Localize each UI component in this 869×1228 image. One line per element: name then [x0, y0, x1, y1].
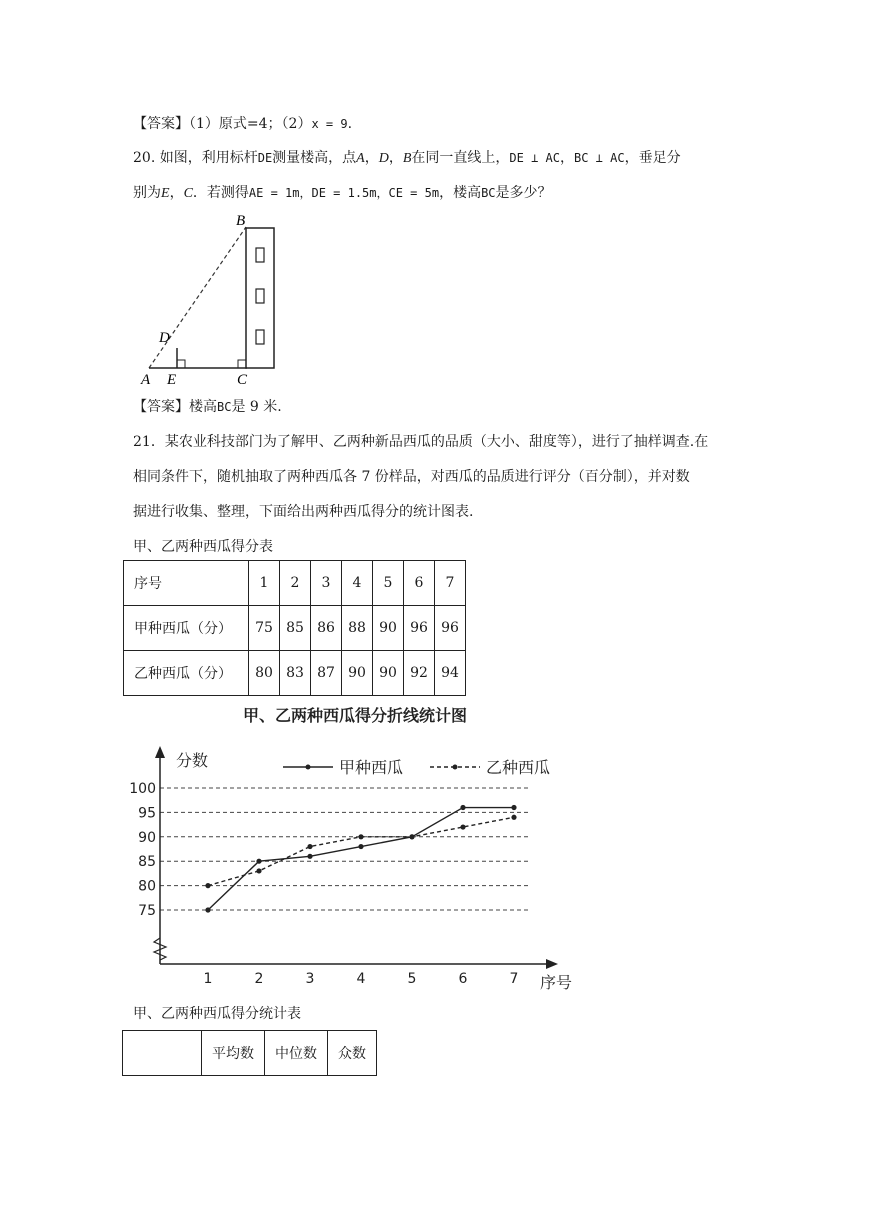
answer-tag: 【答案】 [133, 116, 189, 132]
q20-text: 别为 [133, 185, 161, 201]
x-axis-label: 序号 [540, 973, 573, 992]
q20-answer [133, 396, 282, 416]
sep: ， [364, 150, 379, 166]
legend-label: 乙种西瓜 [486, 758, 551, 777]
point-D: D [378, 151, 389, 166]
table-row [124, 606, 466, 651]
table-cell: 90 [373, 651, 404, 696]
q20-line1 [133, 147, 681, 167]
table-cell: 96 [435, 606, 466, 651]
q20-text: ，垂足分 [624, 150, 681, 166]
q19-end: . [347, 116, 353, 132]
table-cell: 4 [342, 561, 373, 606]
table-cell: 92 [404, 651, 435, 696]
table-cell: 86 [311, 606, 342, 651]
point-E: E [161, 186, 170, 201]
table-row [124, 561, 466, 606]
answer-text: 是 9 米. [231, 399, 282, 415]
data-point [256, 859, 261, 864]
x-tick-label: 1 [203, 971, 213, 987]
table-row [123, 1031, 377, 1076]
table-cell: 2 [280, 561, 311, 606]
table-cell: 94 [435, 651, 466, 696]
data-point [205, 907, 210, 912]
math-measurements: AE = 1m，DE = 1.5m，CE = 5m [248, 186, 440, 200]
right-angle-C [238, 360, 246, 368]
table-cell: 83 [280, 651, 311, 696]
table-row [124, 651, 466, 696]
data-point [358, 834, 363, 839]
table-cell: 1 [249, 561, 280, 606]
y-axis-label: 分数 [176, 751, 209, 770]
label-B: B [236, 213, 246, 229]
answer-text: 楼高 [189, 399, 217, 415]
x-tick-label: 6 [458, 971, 468, 987]
chart-title: 甲、乙两种西瓜得分折线统计图 [242, 706, 468, 725]
y-axis-arrow-icon [155, 746, 165, 758]
building-figure [135, 210, 285, 390]
math-BC: BC [217, 400, 232, 414]
table-header-cell: 平均数 [202, 1031, 265, 1076]
data-point [409, 834, 414, 839]
y-tick-label: 95 [138, 805, 156, 822]
data-point [307, 844, 312, 849]
table-cell: 75 [249, 606, 280, 651]
point-A: A [356, 151, 365, 166]
table-header-cell: 甲种西瓜（分） [124, 606, 249, 651]
answer-tag: 【答案】 [133, 399, 189, 415]
data-point [511, 805, 516, 810]
q19-part1: （1）原式=4；（2） [189, 116, 312, 132]
q19-equation: x = 9 [311, 117, 348, 131]
legend-marker [306, 765, 311, 770]
table-cell: 7 [435, 561, 466, 606]
math-BC: BC [481, 186, 496, 200]
math-perp-1: DE ⊥ AC [509, 151, 560, 165]
table-cell: 5 [373, 561, 404, 606]
y-tick-label: 75 [138, 903, 156, 919]
q20-text: 是多少？ [495, 185, 552, 201]
x-axis-arrow-icon [546, 959, 558, 969]
table-header-cell: 众数 [328, 1031, 377, 1076]
window [256, 289, 264, 303]
stat-table [122, 1030, 377, 1076]
y-tick-label: 85 [138, 854, 156, 871]
x-tick-label: 7 [509, 971, 519, 987]
series-line-2 [208, 817, 514, 885]
q20-text: 如图，利用标杆 [159, 150, 258, 166]
math-DE: DE [257, 151, 273, 165]
table-cell: 88 [342, 606, 373, 651]
score-table-title: 甲、乙两种西瓜得分表 [133, 539, 273, 555]
question-number: 20. [133, 150, 156, 166]
table-header-cell [123, 1031, 202, 1076]
label-D: D [159, 330, 170, 346]
point-C: C [183, 186, 193, 201]
data-point [460, 824, 465, 829]
table-header-cell: 乙种西瓜（分） [124, 651, 249, 696]
data-point [511, 815, 516, 820]
table-cell: 6 [404, 561, 435, 606]
legend-marker [453, 765, 458, 770]
y-tick-label: 80 [138, 878, 156, 895]
q20-text: 测量楼高，点 [272, 150, 357, 166]
label-E: E [167, 372, 177, 388]
q21-line1: 21．某农业科技部门为了解甲、乙两种新品西瓜的品质（大小、甜度等），进行了抽样调查.在 [133, 434, 709, 450]
data-point [460, 805, 465, 810]
data-point [358, 844, 363, 849]
building [246, 228, 274, 368]
table-cell: 80 [249, 651, 280, 696]
series-line-1 [208, 808, 514, 910]
window [256, 330, 264, 344]
q20-text: 在同一直线上， [411, 150, 510, 166]
table-cell: 87 [311, 651, 342, 696]
table-cell: 3 [311, 561, 342, 606]
table-header-cell: 序号 [124, 561, 249, 606]
legend-label: 甲种西瓜 [339, 758, 404, 777]
x-tick-label: 3 [305, 971, 315, 987]
sep: ， [388, 150, 403, 166]
data-point [307, 854, 312, 859]
data-point [256, 868, 261, 873]
math-perp-2: BC ⊥ AC [574, 151, 625, 165]
label-A: A [141, 372, 151, 388]
y-tick-label: 100 [129, 781, 156, 797]
table-cell: 90 [373, 606, 404, 651]
y-tick-label: 90 [138, 829, 156, 846]
table-cell: 96 [404, 606, 435, 651]
q20-text: ．若测得 [192, 185, 249, 201]
stat-table-title: 甲、乙两种西瓜得分统计表 [133, 1006, 301, 1022]
table-header-cell: 中位数 [265, 1031, 328, 1076]
point-B: B [402, 151, 412, 166]
q20-text: ，楼高 [439, 185, 482, 201]
table-cell: 90 [342, 651, 373, 696]
q21-line2: 相同条件下，随机抽取了两种西瓜各 7 份样品，对西瓜的品质进行评分（百分制），并对数 [133, 469, 690, 485]
label-C: C [237, 372, 248, 388]
q21-line3: 据进行收集、整理，下面给出两种西瓜得分的统计图表. [133, 504, 474, 520]
sightline [149, 227, 246, 368]
data-point [205, 883, 210, 888]
score-table [123, 560, 466, 696]
x-tick-label: 5 [407, 971, 417, 987]
sep: ， [560, 150, 574, 166]
q20-line2 [133, 182, 552, 202]
x-tick-label: 2 [254, 971, 264, 987]
sep: ， [169, 185, 184, 201]
line-chart [120, 700, 590, 1000]
window [256, 248, 264, 262]
table-cell: 85 [280, 606, 311, 651]
right-angle-E [177, 360, 185, 368]
x-tick-label: 4 [356, 971, 366, 987]
q19-answer [133, 113, 352, 133]
